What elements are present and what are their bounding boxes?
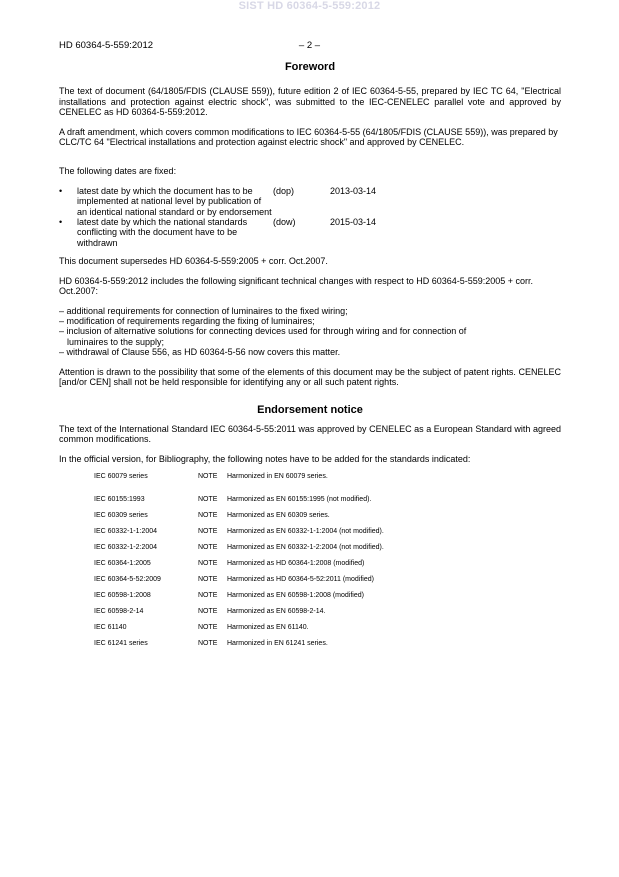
date-row-dow <box>59 217 561 248</box>
date-value: 2015-03-14 <box>330 217 377 228</box>
note-standard: IEC 60364-1:2005 <box>94 559 151 567</box>
note-row <box>59 640 561 656</box>
foreword-para-1: The text of document (64/1805/FDIS (CLAUSE 559)), future edition 2 of IEC 60364-5-55, prepared by IEC TC 64, "Electrical installations and protection against electric shock", was submitted to the IEC-CENELEC parallel vote and approved by CENELEC as HD 60364-5-559:2012. <box>59 86 561 118</box>
note-row <box>59 512 561 528</box>
foreword-title: Foreword <box>284 61 336 73</box>
note-standard: IEC 61241 series <box>94 639 148 647</box>
dates-intro: The following dates are fixed: <box>59 166 177 177</box>
note-text: Harmonized as EN 60598-1:2008 (modified) <box>227 591 364 599</box>
note-label: NOTE <box>198 527 218 535</box>
note-label: NOTE <box>198 543 218 551</box>
note-row <box>59 496 561 512</box>
changes-intro: HD 60364-5-559:2012 includes the following significant technical changes with respect to HD 60364-5-559:2005 + corr. Oct.2007: <box>59 275 534 297</box>
bullet: • <box>59 217 63 228</box>
note-row <box>59 592 561 608</box>
note-standard: IEC 60364-5-52:2009 <box>94 575 161 583</box>
note-text: Harmonized as HD 60364-5-52:2011 (modified) <box>227 575 374 583</box>
note-standard: IEC 60309 series <box>94 511 148 519</box>
note-label: NOTE <box>198 607 218 615</box>
note-label: NOTE <box>198 511 218 519</box>
endorsement-para-2: In the official version, for Bibliography, the following notes have to be added for the standards indicated: <box>59 453 471 464</box>
note-text: Harmonized as HD 60364-1:2008 (modified) <box>227 559 365 567</box>
page-content <box>59 62 561 656</box>
note-label: NOTE <box>198 575 218 583</box>
watermark: SIST HD 60364-5-559:2012 <box>238 0 381 12</box>
note-standard: IEC 60598-1:2008 <box>94 591 151 599</box>
change-item: – modification of requirements regarding the fixing of luminaires; <box>59 315 315 326</box>
note-text: Harmonized as EN 61140. <box>227 623 309 631</box>
note-label: NOTE <box>198 472 218 480</box>
header-page-number: – 2 – <box>298 40 321 51</box>
note-standard: IEC 60332-1-1:2004 <box>94 527 158 535</box>
date-row-dop <box>59 186 561 217</box>
note-row <box>59 544 561 560</box>
note-row <box>59 576 561 592</box>
note-label: NOTE <box>198 559 218 567</box>
endorsement-title: Endorsement notice <box>257 404 363 417</box>
note-row <box>59 608 561 624</box>
note-text: Harmonized as EN 60309 series. <box>227 511 330 519</box>
date-value: 2013-03-14 <box>330 185 377 196</box>
bullet: • <box>59 185 63 196</box>
changes-list <box>59 306 561 358</box>
patent-notice: Attention is drawn to the possibility that some of the elements of this document may be the subject of patent rights. CENELEC [and/or CEN] shall not be held responsible for identifying any or all such patent rights. <box>59 366 561 387</box>
supersedes-statement: This document supersedes HD 60364-5-559:2005 + corr. Oct.2007. <box>59 256 328 267</box>
date-description: latest date by which the document has to be implemented at national level by publication of an identical national standard or by endorsement <box>77 185 272 217</box>
header-doc-id: HD 60364-5-559:2012 <box>59 40 154 51</box>
change-item: – withdrawal of Clause 556, as HD 60364-5-56 now covers this matter. <box>59 347 341 358</box>
note-standard: IEC 60155:1993 <box>94 495 145 503</box>
note-standard: IEC 60079 series <box>94 472 148 480</box>
note-text: Harmonized as EN 60155:1995 (not modified). <box>227 495 372 503</box>
note-row <box>59 473 561 496</box>
note-standard: IEC 60332-1-2:2004 <box>94 543 158 551</box>
notes-list <box>59 473 561 656</box>
date-abbreviation: (dow) <box>273 217 296 228</box>
note-text: Harmonized as EN 60332-1-2:2004 (not modified). <box>227 543 384 551</box>
note-text: Harmonized in EN 61241 series. <box>227 639 328 647</box>
note-standard: IEC 60598-2-14 <box>94 607 144 615</box>
endorsement-para-1: The text of the International Standard IEC 60364-5-55:2011 was approved by CENELEC as a European Standard with agreed common modifications. <box>59 423 561 445</box>
foreword-para-2: A draft amendment, which covers common modifications to IEC 60364-5-55 (64/1805/FDIS (CLAUSE 559)), was prepared by CLC/TC 64 "Electrical installations and protection against electric shock" and approved by CENELEC. <box>59 126 558 148</box>
dates-list <box>59 186 561 248</box>
date-description: latest date by which the national standards conflicting with the document have to be withdrawn <box>77 217 248 248</box>
note-label: NOTE <box>198 495 218 503</box>
change-item: – additional requirements for connection of luminaires to the fixed wiring; <box>59 305 348 316</box>
note-label: NOTE <box>198 591 218 599</box>
note-row <box>59 528 561 544</box>
change-item-continuation: luminaires to the supply; <box>67 336 165 347</box>
note-standard: IEC 61140 <box>94 623 127 631</box>
change-item: – inclusion of alternative solutions for connecting devices used for through wiring and for connection of <box>59 326 467 337</box>
note-label: NOTE <box>198 639 218 647</box>
note-text: Harmonized as EN 60598-2-14. <box>227 607 326 615</box>
note-text: Harmonized in EN 60079 series. <box>227 472 328 480</box>
note-row <box>59 624 561 640</box>
note-label: NOTE <box>198 623 218 631</box>
date-abbreviation: (dop) <box>273 185 295 196</box>
note-text: Harmonized as EN 60332-1-1:2004 (not modified). <box>227 527 384 535</box>
note-row <box>59 560 561 576</box>
